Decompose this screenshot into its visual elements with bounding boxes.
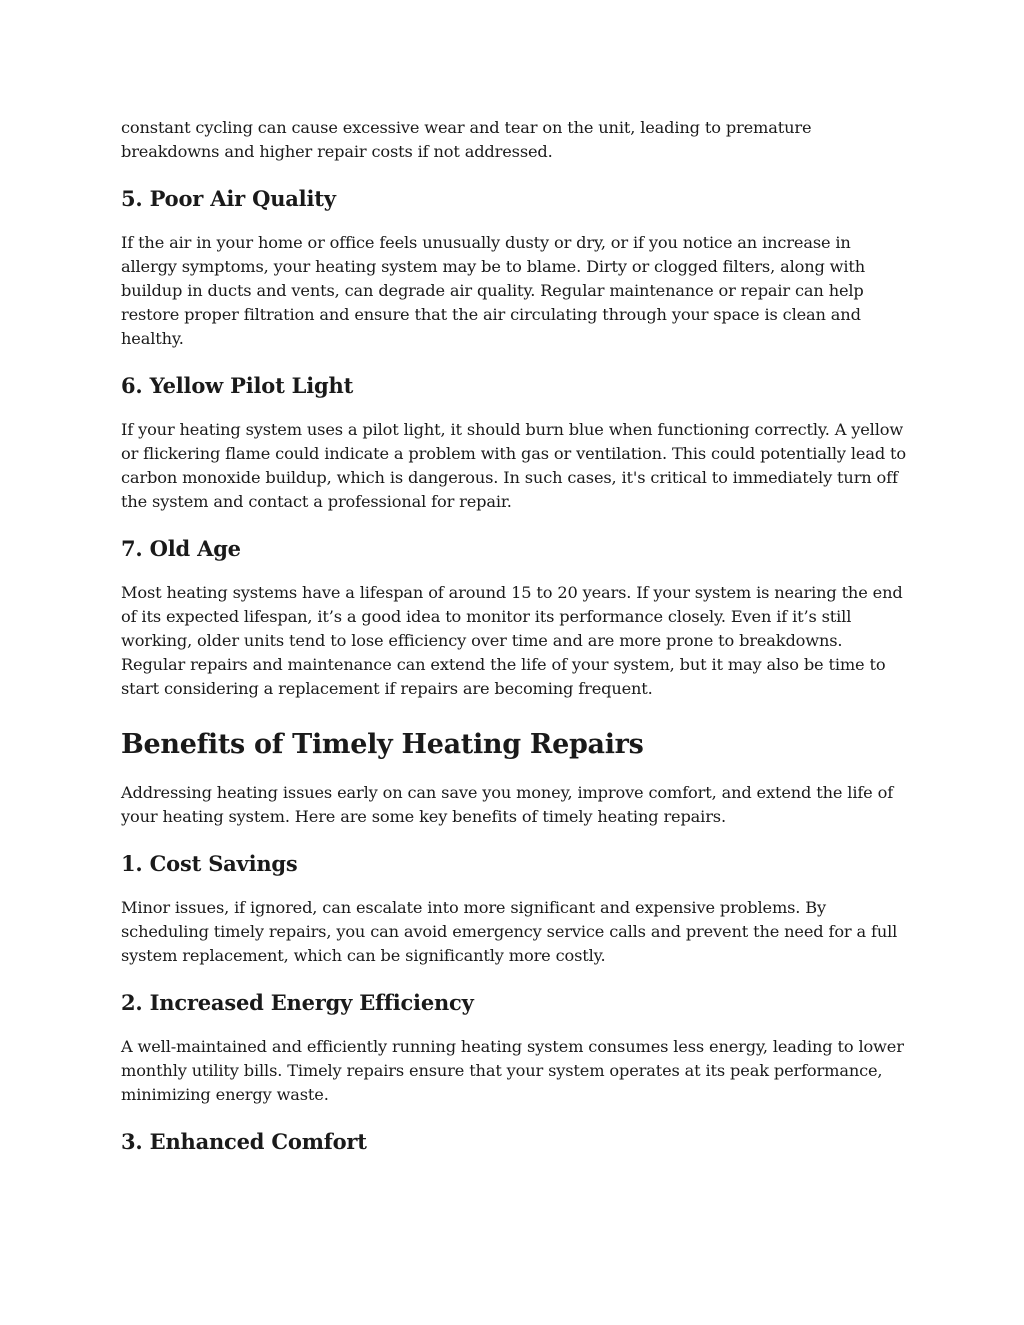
section-heading-benefits: Benefits of Timely Heating Repairs	[121, 729, 644, 760]
heading-yellow-pilot-light: 6. Yellow Pilot Light	[121, 373, 354, 398]
paragraph-benefits-intro: Addressing heating issues early on can save you money, improve comfort, and extend the life of your heating system. Here are some key benefits of timely heating repairs.	[121, 783, 894, 826]
paragraph-poor-air-quality: If the air in your home or office feels unusually dusty or dry, or if you notice an increase in allergy symptoms, your heating system may be to blame. Dirty or clogged filters, along with buildup in ducts and vents, can degrade air quality. Regular maintenance or repair can help restore proper filtration and ensure that the air circulating through your space is clean and healthy.	[121, 233, 866, 348]
paragraph-energy-efficiency: A well-maintained and efficiently running heating system consumes less energy, leading to lower monthly utility bills. Timely repairs ensure that your system operates at its peak performance, minimizing energy waste.	[121, 1037, 904, 1104]
intro-paragraph: constant cycling can cause excessive wear and tear on the unit, leading to premature breakdowns and higher repair costs if not addressed.	[121, 118, 812, 161]
document-page	[121, 116, 911, 1156]
paragraph-yellow-pilot-light: If your heating system uses a pilot light, it should burn blue when functioning correctly. A yellow or flickering flame could indicate a problem with gas or ventilation. This could potentially lead to carbon monoxide buildup, which is dangerous. In such cases, it's critical to immediately turn off the system and contact a professional for repair.	[121, 420, 906, 511]
paragraph-cost-savings: Minor issues, if ignored, can escalate into more significant and expensive problems. By scheduling timely repairs, you can avoid emergency service calls and prevent the need for a full system replacement, which can be significantly more costly.	[121, 898, 898, 965]
heading-energy-efficiency: 2. Increased Energy Efficiency	[121, 990, 474, 1015]
heading-cost-savings: 1. Cost Savings	[121, 851, 298, 876]
heading-old-age: 7. Old Age	[121, 536, 241, 561]
paragraph-old-age: Most heating systems have a lifespan of around 15 to 20 years. If your system is nearing the end of its expected lifespan, it’s a good idea to monitor its performance closely. Even if it’s still working, older units tend to lose efficiency over time and are more prone to breakdowns. Regular repairs and maintenance can extend the life of your system, but it may also be time to start considering a replacement if repairs are becoming frequent.	[121, 583, 903, 698]
heading-poor-air-quality: 5. Poor Air Quality	[121, 186, 336, 211]
heading-enhanced-comfort: 3. Enhanced Comfort	[121, 1129, 367, 1154]
